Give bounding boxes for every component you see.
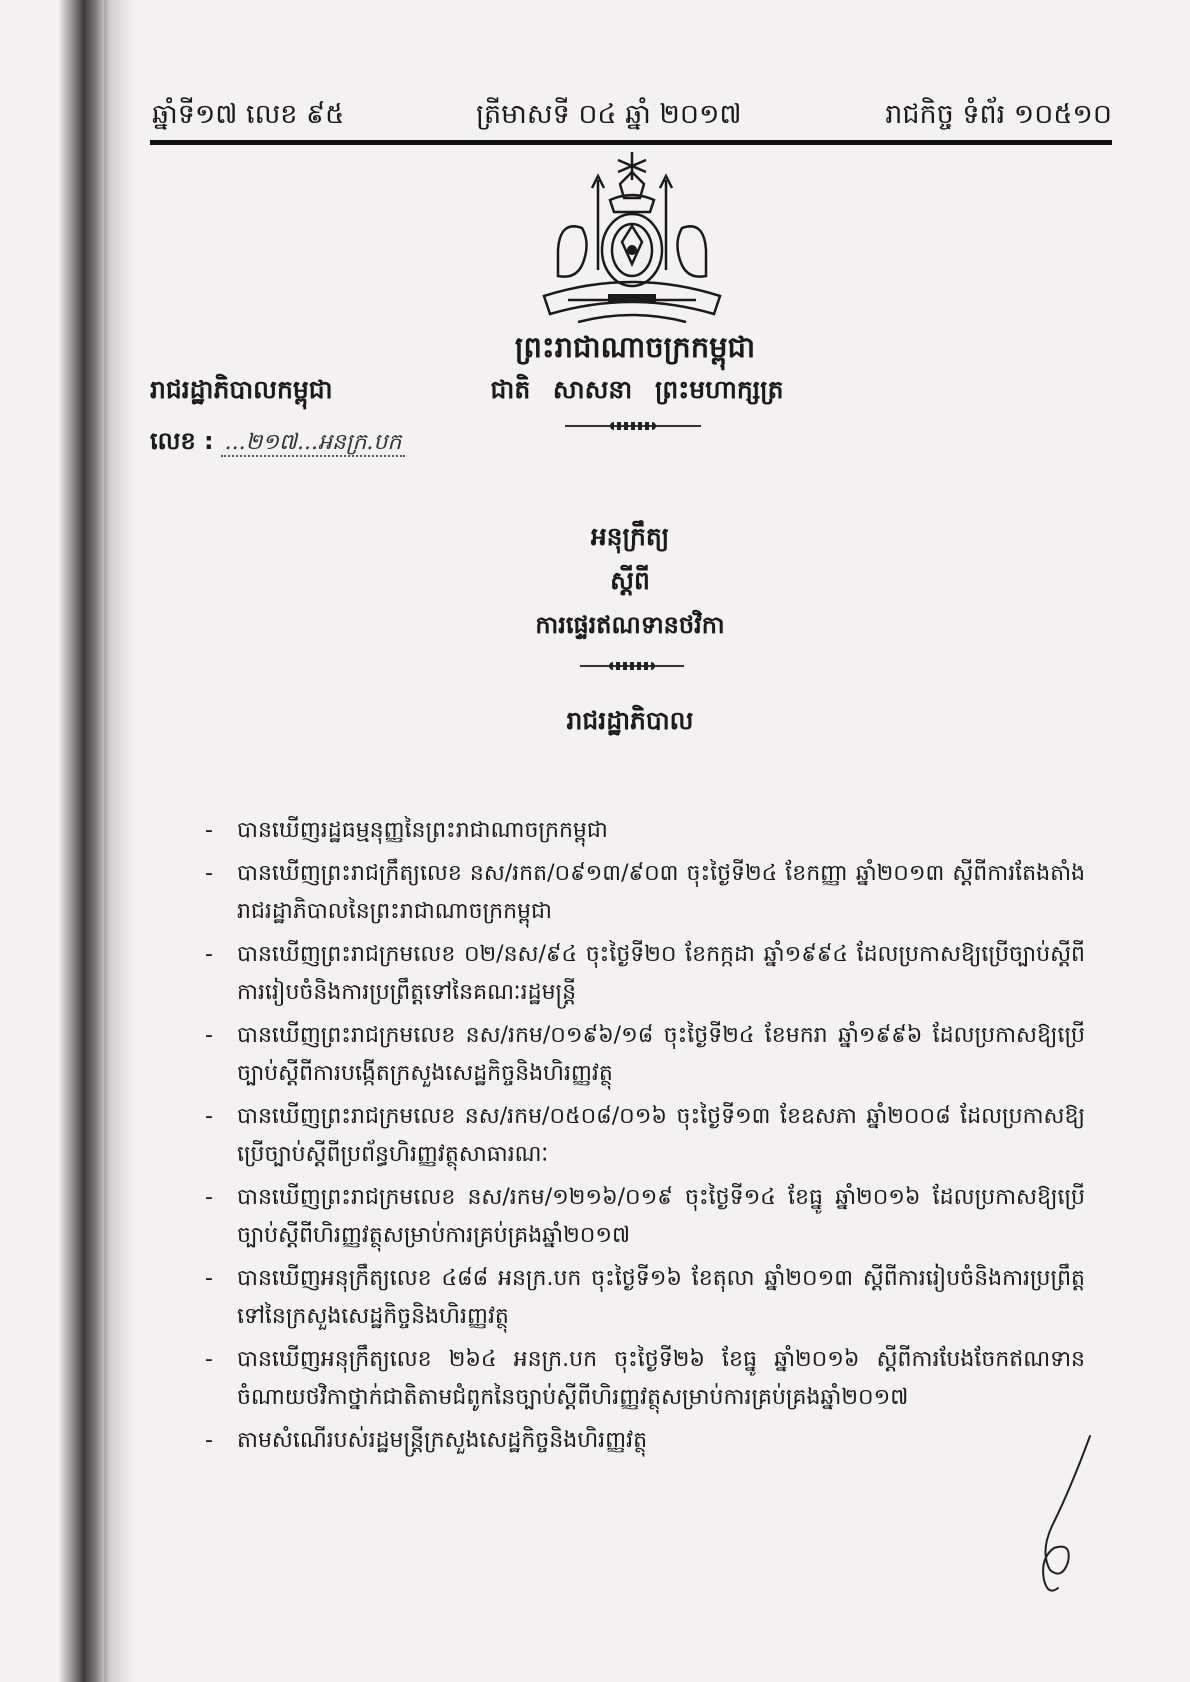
list-item: - បានឃើញអនុក្រឹត្យលេខ ២៦៤ អនក្រ.បក ចុះថ្ងៃទី២៦ ខែធ្នូ ឆ្នាំ២០១៦ ស្តីពីការបែងចែកឥណទានចំណាយថវិកាថ្នាក់ជាតិតាមជំពូកនៃច្បាប់ស្តីពីហិរញ្ញវត្ថុសម្រាប់ការគ្រប់គ្រងឆ្នាំ២០១៧ (205, 1347, 1085, 1410)
scan-shadow-fade (104, 0, 134, 1682)
document-number (150, 426, 405, 461)
divider-ornament (565, 425, 701, 427)
handwritten-initial (1010, 1430, 1100, 1600)
issuing-government: រាជរដ្ឋាភិបាលកម្ពុជា (150, 375, 333, 404)
national-motto: ជាតិ សាសនា ព្រះមហាក្សត្រ (490, 375, 784, 404)
list-item: - បានឃើញព្រះរាជក្រមលេខ ០២/នស/៩៤ ចុះថ្ងៃទី២០ ខែកក្កដា ឆ្នាំ១៩៩៤ ដែលប្រកាសឱ្យប្រើច្បាប់ស្តីពីការរៀបចំនិងការប្រព្រឹត្តទៅនៃគណៈរដ្ឋមន្ត្រី (205, 942, 1085, 1005)
list-item: - បានឃើញព្រះរាជក្រមលេខ នស/រកម/០១៩៦/១៨ ចុះថ្ងៃទី២៤ ខែមករា ឆ្នាំ១៩៩៦ ដែលប្រកាសឱ្យប្រើច្បាប់ស្តីពីការបង្កើតក្រសួងសេដ្ឋកិច្ចនិងហិរញ្ញវត្ថុ (205, 1023, 1085, 1086)
list-item: - តាមសំណើរបស់រដ្ឋមន្ត្រីក្រសួងសេដ្ឋកិច្ចនិងហិរញ្ញវត្ថុ (205, 1428, 648, 1453)
list-item: - បានឃើញព្រះរាជក្រឹត្យលេខ នស/រកត/០៩១៣/៩០៣ ចុះថ្ងៃទី២៤ ខែកញ្ញា ឆ្នាំ២០១៣ ស្តីពីការតែងតាំងរាជរដ្ឋាភិបាលនៃព្រះរាជាណាចក្រកម្ពុជា (205, 861, 1085, 924)
preamble-clauses (205, 812, 1085, 1465)
document-number-value: ...២១៧...អនក្រ.បក (221, 430, 406, 457)
gazette-header (152, 92, 1112, 138)
document-number-label: លេខ : (150, 427, 214, 455)
header-rule (150, 140, 1112, 145)
document-subject: ការផ្ទេរឥណទានថវិកា (535, 611, 725, 639)
gazette-issue: ឆ្នាំទី១៧ លេខ ៩៥ (152, 99, 345, 130)
list-item: - បានឃើញរដ្ឋធម្មនុញ្ញនៃព្រះរាជាណាចក្រកម្ពុជា (205, 818, 608, 843)
document-type: អនុក្រឹត្យ (590, 522, 670, 551)
list-item: - បានឃើញព្រះរាជក្រមលេខ នស/រកម/០៥០៨/០១៦ ចុះថ្ងៃទី១៣ ខែឧសភា ឆ្នាំ២០០៨ ដែលប្រកាសឱ្យប្រើច្បាប់ស្តីពីប្រព័ន្ធហិរញ្ញវត្ថុសាធារណៈ (205, 1104, 1085, 1167)
royal-coat-of-arms-icon (538, 150, 726, 332)
document-about: ស្តីពី (610, 566, 650, 595)
list-item: - បានឃើញព្រះរាជក្រមលេខ នស/រកម/១២១៦/០១៩ ចុះថ្ងៃទី១៤ ខែធ្នូ ឆ្នាំ២០១៦ ដែលប្រកាសឱ្យប្រើច្បាប់ស្តីពីហិរញ្ញវត្ថុសម្រាប់ការគ្រប់គ្រងឆ្នាំ២០១៧ (205, 1185, 1085, 1248)
kingdom-name: ព្រះរាជាណាចក្រកម្ពុជា (514, 330, 756, 364)
list-item: - បានឃើញអនុក្រឹត្យលេខ ៤៨៨ អនក្រ.បក ចុះថ្ងៃទី១៦ ខែតុលា ឆ្នាំ២០១៣ ស្តីពីការរៀបចំនិងការប្រព្រឹត្តទៅនៃក្រសួងសេដ្ឋកិច្ចនិងហិរញ្ញវត្ថុ (205, 1266, 1085, 1329)
gazette-quarter: ត្រីមាសទី ០៤ ឆ្នាំ ២០១៧ (476, 99, 742, 130)
gazette-page: រាជកិច្ច ទំព័រ ១០៥១០ (885, 99, 1112, 130)
scan-shadow-edge (58, 0, 110, 1682)
divider-ornament (580, 665, 684, 667)
issuing-authority: រាជរដ្ឋាភិបាល (566, 706, 694, 735)
